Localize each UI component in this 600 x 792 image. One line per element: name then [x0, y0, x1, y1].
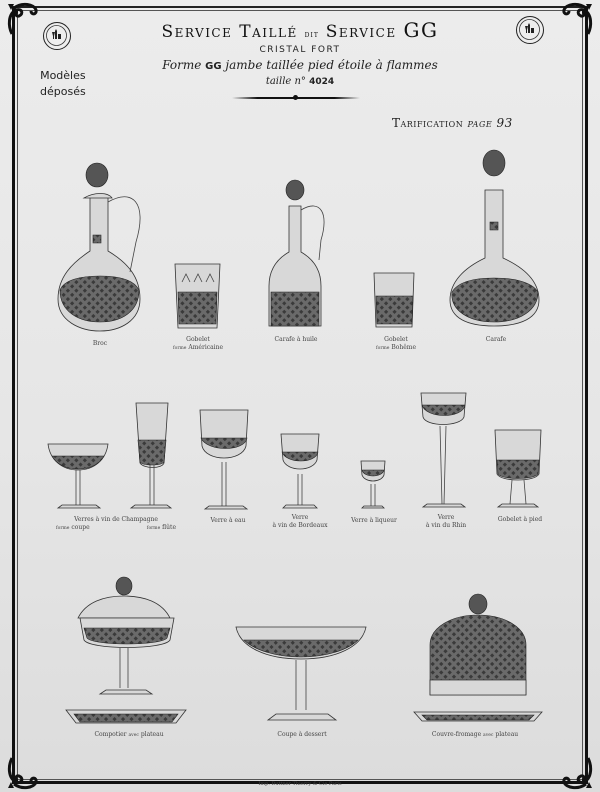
label-line: Carafe: [485, 336, 507, 343]
label-line: à vin du Rhin: [425, 522, 467, 529]
taille-prefix: taille n°: [265, 76, 306, 87]
label-verre-a-eau: [198, 517, 258, 525]
printer-imprint: Imp. Buttner-Thierry & Cie Paris: [258, 781, 342, 787]
label-coupe-a-dessert: [262, 731, 342, 739]
verre-a-eau-illustration: [200, 410, 248, 509]
verre-champagne-flute-illustration: [131, 403, 171, 508]
label-line: Gobelet à pied: [497, 516, 543, 523]
label-small: forme: [172, 346, 187, 351]
label-gobelet-americaine: [168, 336, 228, 353]
label-verre-a-liqueur: [344, 517, 404, 525]
title-dit: dit: [304, 30, 319, 40]
coupe-a-dessert-illustration: [236, 627, 366, 720]
label-line: à vin de Bordeaux: [272, 522, 328, 529]
label-line: Verres à vin de Champagne: [74, 516, 158, 523]
broc-illustration: [58, 163, 140, 331]
label-line: Gobelet: [384, 336, 408, 343]
subtitle: CRISTAL FORT: [259, 45, 341, 55]
taille-number: 4024: [309, 77, 335, 87]
label-line: Verre à liqueur: [351, 517, 397, 524]
label-small: forme: [56, 526, 70, 531]
gobelet-a-pied-illustration: [495, 430, 541, 507]
label-small: forme: [375, 346, 390, 351]
title-service: Service: [325, 22, 397, 42]
title-gg: GG: [403, 18, 439, 42]
label-line: plateau: [140, 731, 164, 738]
label-small: avec: [128, 733, 139, 738]
label-broc: [80, 340, 120, 348]
tarification-label: Tarification: [392, 116, 464, 130]
gobelet-americaine-illustration: [175, 264, 220, 328]
label-carafe-a-huile: [266, 336, 326, 344]
label-line: Verre: [291, 514, 309, 521]
label-small: avec: [483, 733, 494, 738]
label-line: Broc: [92, 340, 108, 347]
label-verres-champagne: [56, 516, 176, 533]
label-compotier: [84, 731, 174, 740]
verre-vin-du-rhin-illustration: [421, 393, 466, 507]
label-gobelet-boheme: [366, 336, 426, 353]
verre-champagne-coupe-illustration: [48, 444, 108, 508]
forme-prefix: Forme: [162, 58, 202, 72]
verre-bordeaux-illustration: [281, 434, 319, 508]
tarification-page: page 93: [467, 116, 513, 130]
label-line: Coupe à dessert: [277, 731, 327, 738]
side-note-line2: déposés: [40, 85, 86, 98]
label-gobelet-a-pied: [490, 516, 550, 524]
label-verre-bordeaux: [270, 514, 330, 530]
label-flute: flûte: [162, 524, 176, 531]
label-couvre-fromage: [420, 731, 530, 740]
title-service-taille: Service Taillé: [161, 22, 298, 42]
compotier-illustration: [66, 577, 186, 723]
carafe-a-huile-illustration: [269, 180, 324, 326]
label-line: Verre à eau: [210, 517, 246, 524]
forme-description: jambe taillée pied étoile à flammes: [225, 58, 438, 72]
label-line: Bohême: [391, 344, 417, 351]
label-line: plateau: [495, 731, 519, 738]
label-coupe: coupe: [71, 524, 90, 531]
label-line: Compotier: [94, 731, 127, 738]
label-small: forme: [146, 526, 161, 531]
gobelet-boheme-illustration: [374, 273, 414, 327]
label-line: Verre: [437, 514, 455, 521]
verre-a-liqueur-illustration: [361, 461, 385, 508]
label-line: Carafe à huile: [274, 336, 318, 343]
label-carafe: [476, 336, 516, 344]
label-line: Américaine: [188, 344, 224, 351]
label-line: Couvre-fromage: [431, 731, 482, 738]
label-verre-rhin: [416, 514, 476, 530]
carafe-illustration: [450, 150, 539, 326]
side-note-line1: Modèles: [40, 69, 86, 82]
label-line: Gobelet: [186, 336, 210, 343]
forme-gg: GG: [205, 61, 222, 72]
couvre-fromage-illustration: [414, 594, 542, 721]
